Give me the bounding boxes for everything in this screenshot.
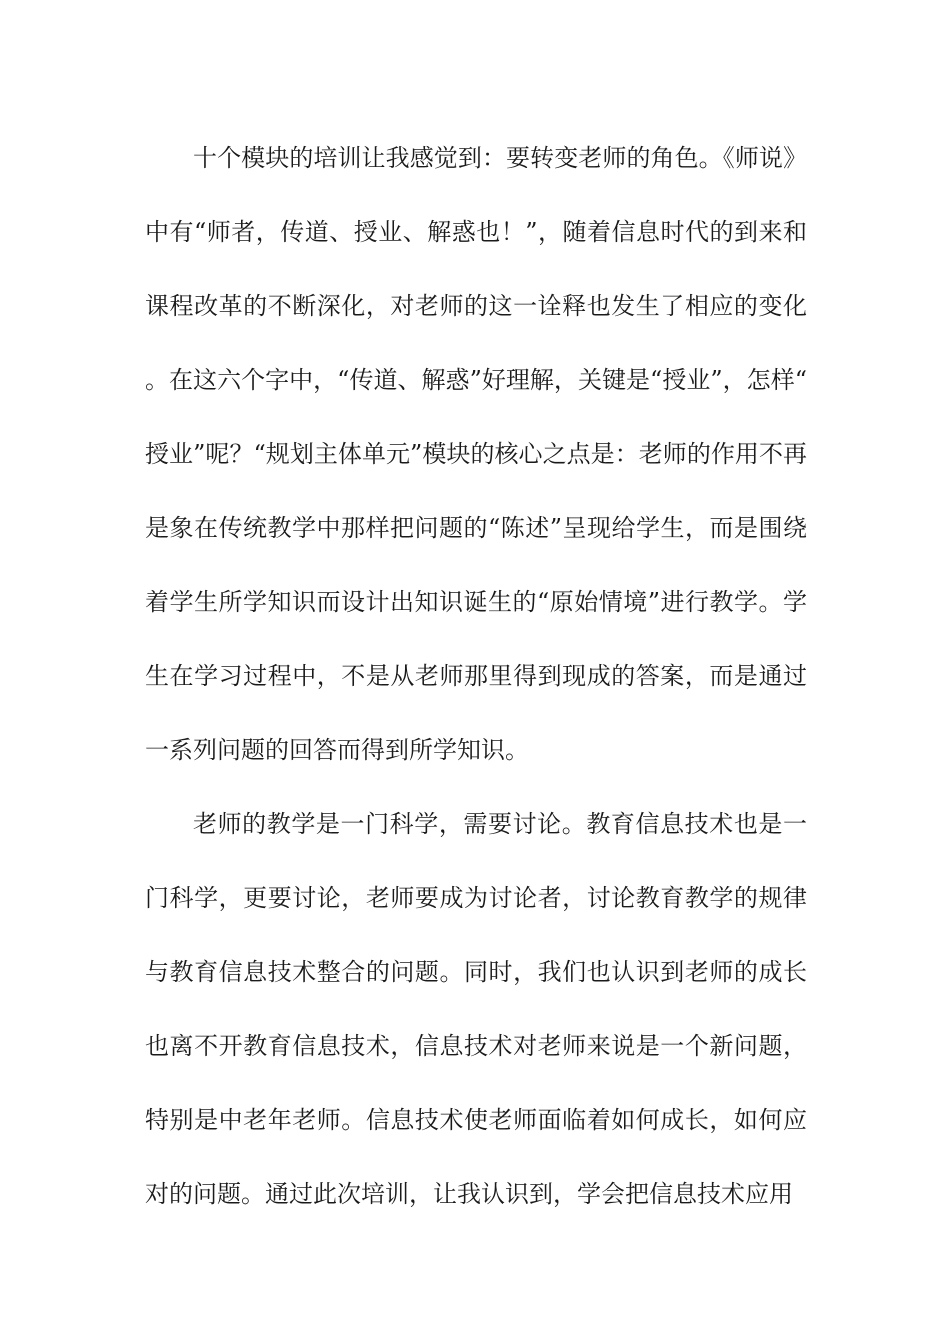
- paragraph-1: 十个模块的培训让我感觉到：要转变老师的角色。《师说》中有“师者，传道、授业、解惑也！”，随着信息时代的到来和课程改革的不断深化，对老师的这一诠释也发生了相应的变化。在这六个字中，“传道、解惑”好理解，关键是“授业”，怎样“授业”呢？“规划主体单元”模块的核心之点是：老师的作用不再是象在传统教学中那样把问题的“陈述”呈现给学生，而是围绕着学生所学知识而设计出知识诞生的“原始情境”进行教学。学生在学习过程中，不是从老师那里得到现成的答案，而是通过一系列问题的回答而得到所学知识。: [145, 144, 807, 764]
- document-body: [145, 121, 807, 1231]
- paragraph-2: 老师的教学是一门科学，需要讨论。教育信息技术也是一门科学，更要讨论，老师要成为讨论者，讨论教育教学的规律与教育信息技术整合的问题。同时，我们也认识到老师的成长也离不开教育信息技术，信息技术对老师来说是一个新问题，特别是中老年老师。信息技术使老师面临着如何成长，如何应对的问题。通过此次培训，让我认识到，学会把信息技术应用: [145, 810, 807, 1208]
